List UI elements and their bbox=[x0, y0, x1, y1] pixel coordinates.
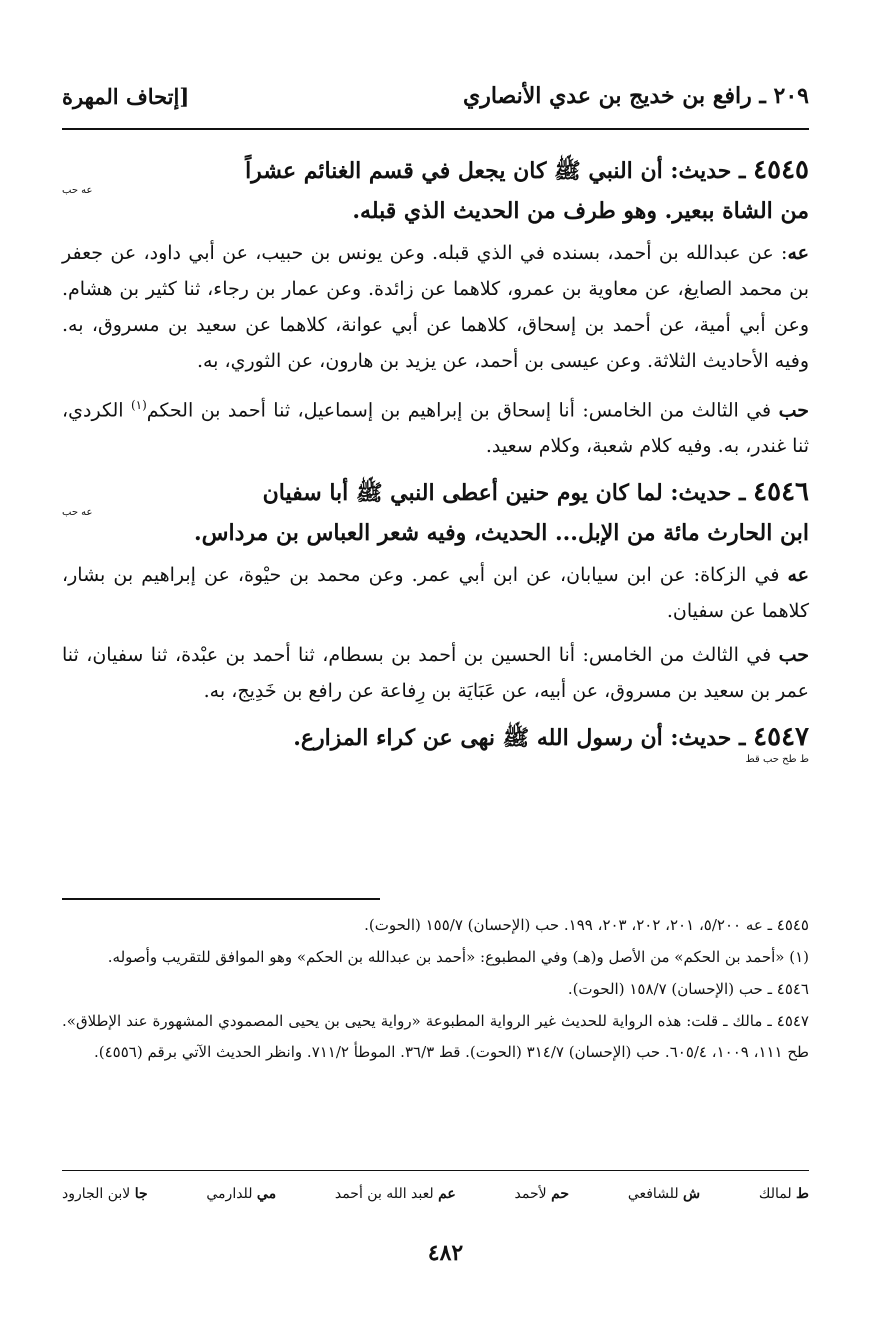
source-abbr: حب bbox=[778, 399, 809, 422]
isnad-paragraph bbox=[62, 387, 809, 464]
isnad-text: في الثالث من الخامس: أنا إسحاق بن إبراهيم بن إسماعيل، ثنا أحمد بن الحكم bbox=[146, 399, 779, 422]
legend-item: مي للدارمي bbox=[206, 1186, 277, 1202]
legend-item: ط لمالك bbox=[758, 1186, 809, 1202]
book-title: [إتحاف المهرة bbox=[62, 83, 190, 109]
isnad-text: الكردي، ثنا غندر، به. وفيه كلام شعبة، وكلام سعيد. bbox=[62, 399, 809, 458]
legend-item: جا لابن الجارود bbox=[62, 1186, 148, 1202]
isnad-paragraph bbox=[62, 235, 809, 379]
hadith-text-line: ـ حديث: لما كان يوم حنين أعطى النبي ﷺ أبا سفيان bbox=[262, 480, 754, 507]
source-abbr: حب bbox=[778, 644, 809, 667]
legend-item: حم لأحمد bbox=[514, 1186, 570, 1202]
chapter-title: ٢٠٩ ـ رافع بن خديج بن عدي الأنصاري bbox=[463, 83, 809, 109]
source-abbr: عه bbox=[787, 564, 809, 587]
hadith-number: ٤٥٤٦ bbox=[753, 477, 809, 508]
footnote: ٤٥٤٥ ـ عه ٥/٢٠٠، ٢٠١، ٢٠٢، ٢٠٣، ١٩٩. حب (الإحسان) ١٥٥/٧ (الحوت). bbox=[364, 916, 809, 934]
isnad-text: في الثالث من الخامس: أنا الحسين بن أحمد بن بسطام، ثنا أحمد بن عبْدة، ثنا سفيان، ثنا عمر بن سعيد بن مسروق، عن أبيه، عن عَبَايَة بن رِفاعة عن رافع بن خَدِيج، به. bbox=[62, 644, 809, 703]
header-rule bbox=[62, 128, 809, 130]
hadith-number: ٤٥٤٥ bbox=[753, 155, 809, 185]
footnote: (١) «أحمد بن الحكم» من الأصل و(هـ) وفي المطبوع: «أحمد بن عبدالله بن الحكم» وهو الموافق للتقريب وأصوله. bbox=[107, 948, 809, 966]
hadith-4545-heading bbox=[62, 150, 809, 231]
running-header bbox=[62, 76, 809, 116]
hadith-4547-heading bbox=[62, 717, 809, 766]
main-text bbox=[62, 150, 809, 766]
legend-item: عم لعبد الله بن أحمد bbox=[334, 1186, 456, 1202]
footnote-marker: (١) bbox=[130, 398, 147, 412]
abbreviation-legend bbox=[62, 1186, 809, 1202]
legend-rule bbox=[62, 1170, 809, 1171]
isnad-text: في الزكاة: عن ابن سيابان، عن ابن أبي عمر. وعن محمد بن حيْوة، عن إبراهيم بن بشار، كلاهما عن سفيان. bbox=[62, 564, 809, 623]
hadith-sigla: عه حب bbox=[62, 507, 93, 519]
hadith-number: ٤٥٤٧ bbox=[753, 722, 809, 753]
isnad-paragraph bbox=[62, 637, 809, 709]
footnotes bbox=[62, 910, 809, 1069]
hadith-sigla: عه حب bbox=[62, 185, 93, 196]
hadith-text-line: ـ حديث: أن رسول الله ﷺ نهى عن كراء المزارع. bbox=[293, 725, 754, 752]
isnad-paragraph bbox=[62, 557, 809, 629]
hadith-sigla: ط طح حب قط bbox=[745, 754, 809, 766]
hadith-text-line: من الشاة ببعير. وهو طرف من الحديث الذي قبله. bbox=[352, 198, 809, 224]
footnote-rule bbox=[62, 898, 380, 900]
source-abbr: عه bbox=[787, 242, 809, 264]
footnote: ٤٥٤٧ ـ مالك ـ قلت: هذه الرواية للحديث غير الرواية المطبوعة «رواية يحيى بن يحيى المصمودي المشهورة عند الإطلاق». طح ١١١، ١٠٠٩، ٦٠٥/٤. حب (الإحسان) ٣١٤/٧ (الحوت). قط ٣٦/٣. الموطأ ٧١١/٢. وانظر الحديث الآتي برقم (٤٥٥٦). bbox=[62, 1012, 809, 1061]
hadith-text-line: ـ حديث: أن النبي ﷺ كان يجعل في قسم الغنائم عشراً bbox=[245, 158, 754, 184]
legend-item: ش للشافعي bbox=[627, 1186, 701, 1202]
page-number: ٤٨٢ bbox=[427, 1240, 464, 1266]
hadith-4546-heading bbox=[62, 472, 809, 553]
hadith-text-line: ابن الحارث مائة من الإبل... الحديث، وفيه شعر العباس بن مرداس. bbox=[194, 520, 809, 547]
isnad-text: : عن عبدالله بن أحمد، بسنده في الذي قبله. وعن يونس بن حبيب، عن أبي داود، عن جعفر بن محمد الصايغ، عن معاوية بن عمرو، كلاهما عن زائدة. وعن عمار بن رجاء، ثنا كثير بن هشام. وعن أبي أمية، عن أحمد بن إسحاق، كلاهما عن أبي عوانة، كلاهما عن سعيد بن مسروق، به. وفيه الأحاديث الثلاثة. وعن عيسى بن أحمد، عن يزيد بن هارون، عن الثوري، به. bbox=[62, 242, 809, 372]
footnote: ٤٥٤٦ ـ حب (الإحسان) ١٥٨/٧ (الحوت). bbox=[567, 980, 809, 998]
